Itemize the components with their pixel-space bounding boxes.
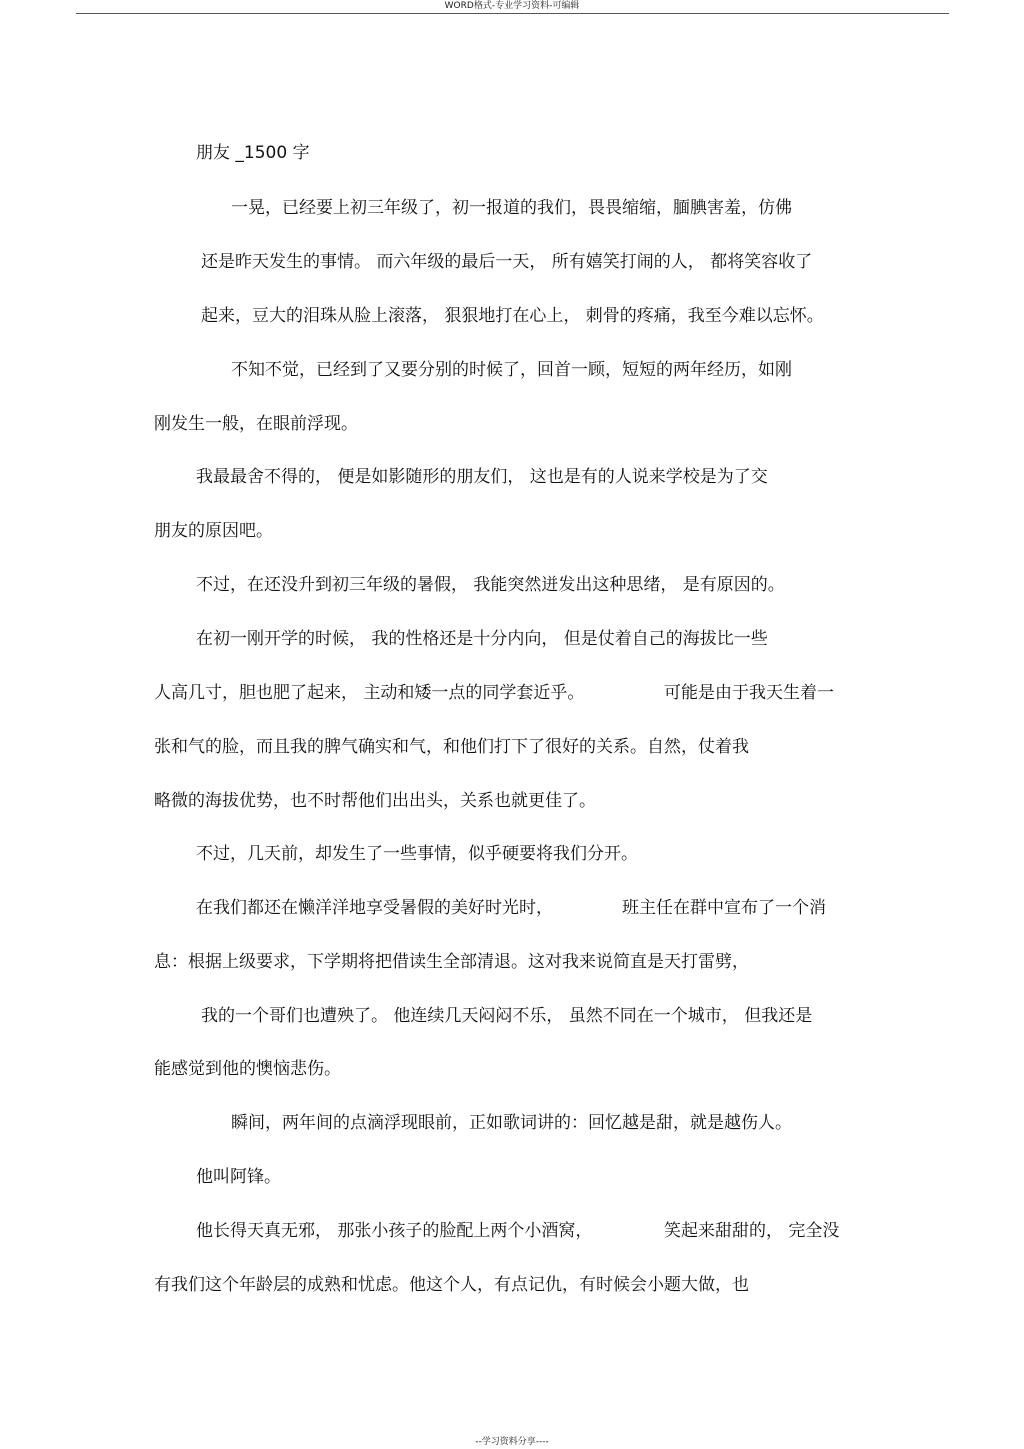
paragraph-line: 朋友的原因吧。	[154, 521, 273, 541]
paragraph-line: 在我们都还在懒洋洋地享受暑假的美好时光时，	[196, 898, 553, 918]
paragraph-line: 他叫阿锋。	[196, 1167, 281, 1187]
paragraph-line: 息：根据上级要求，下学期将把借读生全部清退。这对我来说简直是天打雷劈，	[154, 952, 749, 972]
paragraph-line: 可能是由于我天生着一	[664, 683, 834, 703]
paragraph-line: 不过，在还没升到初三年级的暑假， 我能突然迸发出这种思绪， 是有原因的。	[196, 575, 785, 595]
paragraph-line: 在初一刚开学的时候， 我的性格还是十分内向， 但是仗着自己的海拔比一些	[196, 629, 768, 649]
paragraph-line: 有我们这个年龄层的成熟和忧虑。他这个人，有点记仇，有时候会小题大做，也	[154, 1275, 749, 1295]
paragraph-line: 张和气的脸，而且我的脾气确实和气，和他们打下了很好的关系。自然，仗着我	[154, 737, 749, 757]
paragraph-line: 人高几寸，胆也肥了起来， 主动和矮一点的同学套近乎。	[154, 683, 585, 703]
paragraph-line: 他长得天真无邪， 那张小孩子的脸配上两个小酒窝，	[196, 1221, 593, 1241]
paragraph-line: 刚发生一般，在眼前浮现。	[154, 414, 358, 434]
paragraph-line: 还是昨天发生的事情。 而六年级的最后一天， 所有嬉笑打闹的人， 都将笑容收了	[201, 252, 813, 272]
paragraph-line: 不过，几天前，却发生了一些事情，似乎硬要将我们分开。	[196, 844, 638, 864]
paragraph-line: 略微的海拔优势，也不时帮他们出出头，关系也就更佳了。	[154, 791, 596, 811]
paragraph-line: 一晃，已经要上初三年级了，初一报道的我们，畏畏缩缩，腼腆害羞，仿佛	[231, 198, 792, 218]
paragraph-line: 起来，豆大的泪珠从脸上滚落， 狠狠地打在心上， 刺骨的疼痛，我至今难以忘怀。	[201, 306, 824, 326]
paragraph-line: 班主任在群中宣布了一个消	[622, 898, 826, 918]
paragraph-line: 笑起来甜甜的， 完全没	[664, 1221, 840, 1241]
header-divider	[76, 13, 949, 14]
paragraph-line: 瞬间，两年间的点滴浮现眼前，正如歌词讲的：回忆越是甜，就是越伤人。	[231, 1113, 792, 1133]
document-title: 朋友 _1500 字	[196, 143, 310, 163]
paragraph-line: 我最最舍不得的， 便是如影随形的朋友们， 这也是有的人说来学校是为了交	[196, 467, 768, 487]
paragraph-line: 我的一个哥们也遭殃了。 他连续几天闷闷不乐， 虽然不同在一个城市， 但我还是	[201, 1006, 813, 1026]
page-header: WORD格式-专业学习资料-可编辑	[444, 1, 580, 11]
page-footer: --学习资料分享----	[475, 1437, 549, 1447]
paragraph-line: 不知不觉，已经到了又要分别的时候了，回首一顾，短短的两年经历，如刚	[231, 360, 792, 380]
paragraph-line: 能感觉到他的懊恼悲伤。	[154, 1059, 341, 1079]
